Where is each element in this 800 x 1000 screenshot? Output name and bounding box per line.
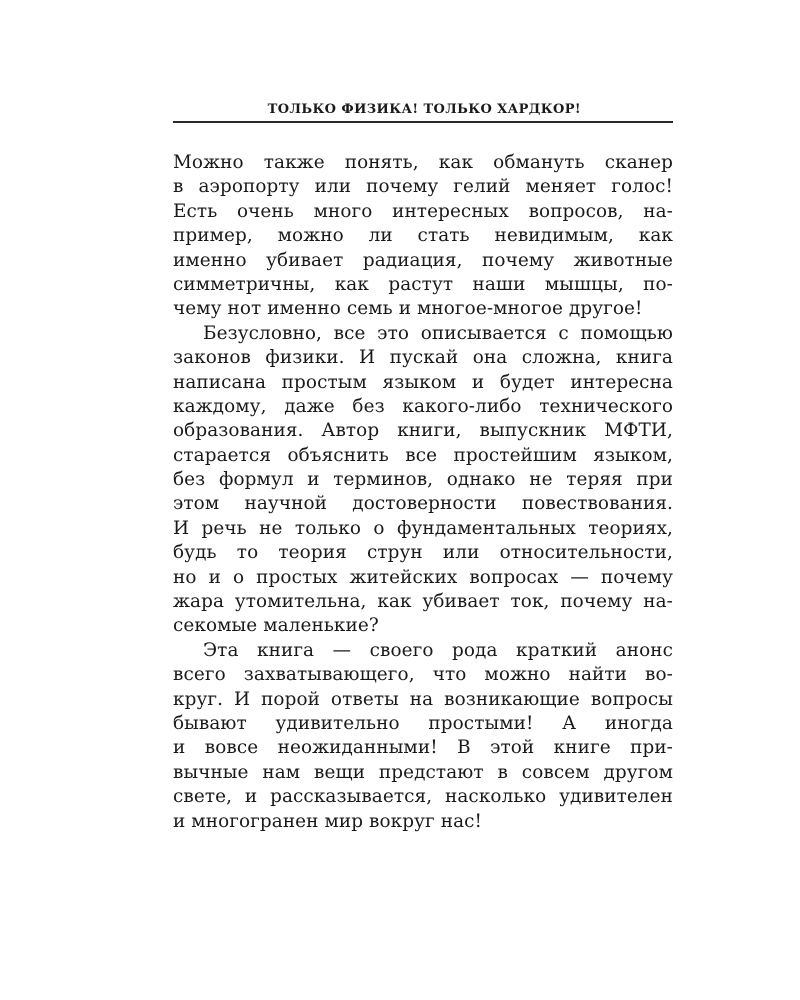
text-line: вычные нам вещи предстают в совсем другом [173,761,673,783]
text-line: чему нот именно семь и многое-многое другое! [173,298,643,320]
text-line: в аэропорту или почему гелий меняет голос! [173,176,673,198]
text-line: написана простым языком и будет интересна [173,371,673,393]
text-line: И речь не только о фундаментальных теориях, [173,517,673,539]
header-rule [173,121,673,123]
text-line: без формул и терминов, однако не теряя при [173,469,673,491]
body-text [173,151,673,834]
text-line: секомые маленькие? [173,615,379,637]
text-line: законов физики. И пускай она сложна, книга [173,347,673,369]
text-line: Есть очень много интересных вопросов, на- [173,200,673,222]
text-line: свете, и рассказывается, насколько удивителен [173,786,673,808]
paragraph-1 [173,151,673,322]
text-line: Эта книга — своего рода краткий анонс [203,639,673,661]
text-line: и вовсе неожиданными! В этой книге при- [173,737,673,759]
text-line: всего захватывающего, что можно найти во- [173,664,673,686]
text-line: круг. И порой ответы на возникающие вопросы [173,688,673,710]
text-line: жара утомительна, как убивает ток, почему на- [173,591,673,613]
paragraph-2 [173,322,673,639]
text-line: Безусловно, все это описывается с помощью [203,322,673,344]
text-line: старается объяснить все простейшим языком, [173,444,673,466]
text-line: будь то теория струн или относительности, [173,542,673,564]
text-line: каждому, даже без какого-либо технического [173,395,673,417]
text-line: пример, можно ли стать невидимым, как [173,225,673,247]
text-line: бывают удивительно простыми! А иногда [173,712,673,734]
text-line: этом научной достоверности повествования. [173,493,673,515]
running-header-title: ТОЛЬКО ФИЗИКА! ТОЛЬКО ХАРДКОР! [267,102,581,117]
text-line: симметричны, как растут наши мышцы, по- [173,273,673,295]
text-line: но и о простых житейских вопросах — почему [173,566,673,588]
text-line: Можно также понять, как обмануть сканер [173,152,673,173]
paragraph-3 [173,639,673,834]
text-line: и многогранен мир вокруг нас! [173,810,483,832]
running-header [173,98,673,122]
text-line: именно убивает радиация, почему животные [173,249,673,271]
text-line: образования. Автор книги, выпускник МФТИ, [173,420,673,442]
